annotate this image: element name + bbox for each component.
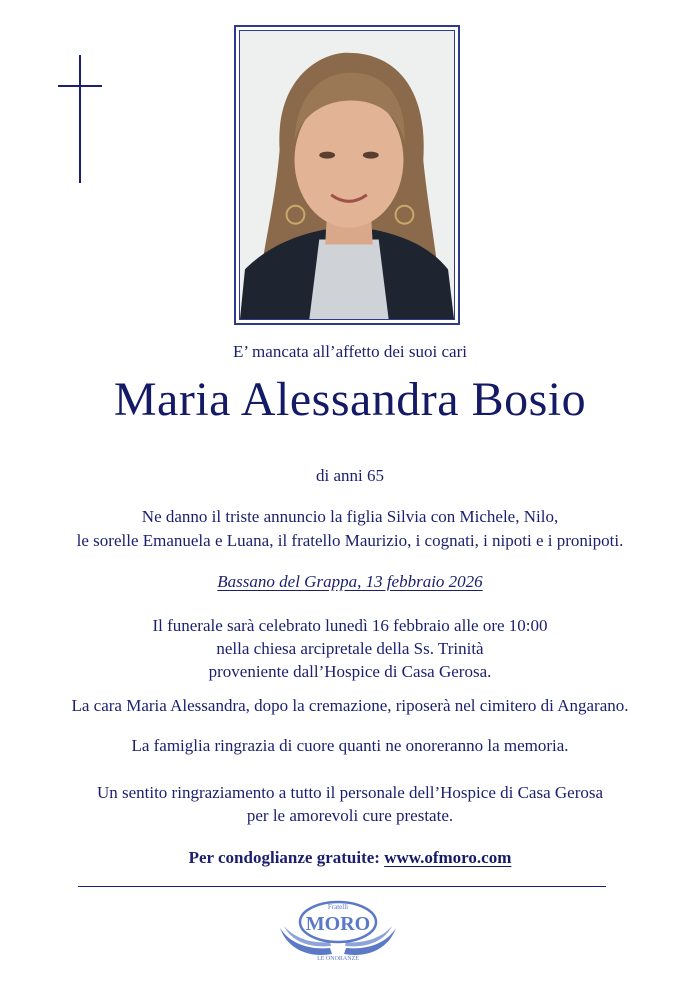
- cross-icon: [58, 55, 102, 183]
- staff-thanks-block: [0, 781, 700, 827]
- condolences-link[interactable]: www.ofmoro.com: [384, 848, 512, 867]
- portrait-photo: [239, 30, 455, 320]
- funeral-line: Il funerale sarà celebrato lunedì 16 febbraio alle ore 10:00: [152, 616, 548, 635]
- announcement-line: Ne danno il triste annuncio la figlia Silvia con Michele, Nilo,: [141, 507, 559, 526]
- place-date-text: Bassano del Grappa, 13 febbraio 2026: [217, 572, 483, 591]
- condolences-label: Per condoglianze gratuite:: [188, 848, 380, 867]
- funeral-line: nella chiesa arcipretale della Ss. Trinità: [216, 639, 484, 658]
- funeral-line: proveniente dall’Hospice di Casa Gerosa.: [208, 662, 492, 681]
- burial-text: La cara Maria Alessandra, dopo la cremazione, riposerà nel cimitero di Angarano.: [71, 696, 629, 715]
- staff-thanks-line: per le amorevoli cure prestate.: [246, 806, 454, 825]
- divider-line: [78, 886, 606, 887]
- place-date: [0, 572, 700, 592]
- intro-text: E’ mancata all’affetto dei suoi cari: [233, 342, 467, 361]
- condolences-line: [0, 848, 700, 868]
- staff-thanks-line: Un sentito ringraziamento a tutto il personale dell’Hospice di Casa Gerosa: [96, 783, 604, 802]
- age-text: di anni 65: [316, 466, 384, 485]
- portrait-photo-frame: [234, 25, 460, 325]
- funeral-home-logo: [276, 898, 400, 962]
- deceased-name: Maria Alessandra Bosio: [113, 373, 587, 426]
- logo-bottom-text: LE ONORANZE: [317, 956, 359, 962]
- announcement-block: [0, 505, 700, 553]
- logo-main-text: MORO: [305, 913, 371, 935]
- logo-top-text: Fratelli: [327, 903, 349, 911]
- family-thanks-text: La famiglia ringrazia di cuore quanti ne onoreranno la memoria.: [131, 736, 569, 755]
- announcement-line: le sorelle Emanuela e Luana, il fratello Maurizio, i cognati, i nipoti e i pronipoti.: [76, 531, 624, 550]
- funeral-details: [0, 614, 700, 683]
